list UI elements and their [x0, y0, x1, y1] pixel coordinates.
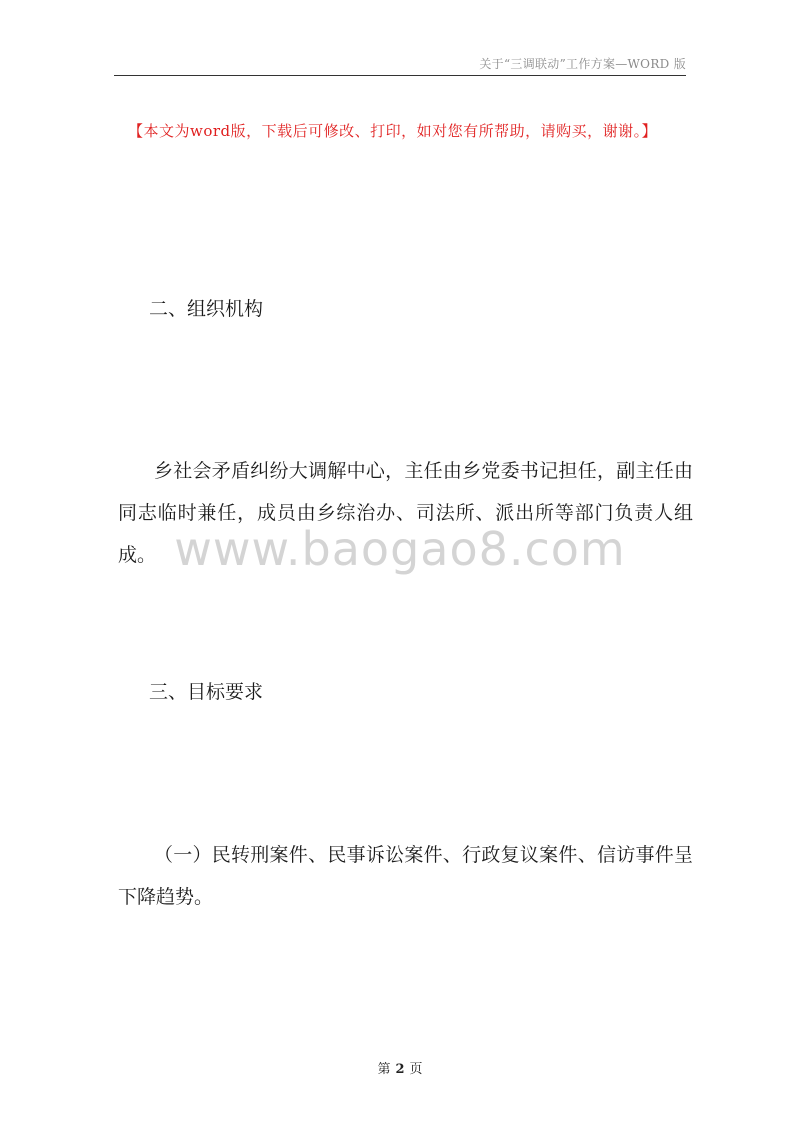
- page-footer: [0, 1058, 800, 1077]
- running-header: 关于“三调联动”工作方案—WORD 版: [479, 57, 686, 71]
- section-heading-organization: 二、组织机构: [149, 298, 264, 320]
- footer-prefix: 第: [377, 1062, 391, 1077]
- watermark-text: www.baogao8.com: [174, 522, 626, 576]
- page-number: 2: [395, 1062, 405, 1077]
- paragraph-goals: （一）民转刑案件、民事诉讼案件、行政复议案件、信访事件呈下降趋势。: [118, 844, 693, 908]
- purchase-notice: 【本文为word版，下载后可修改、打印，如对您有所帮助，请购买，谢谢。】: [128, 122, 658, 140]
- paragraph-organization: 乡社会矛盾纠纷大调解中心，主任由乡党委书记担任，副主任由同志临时兼任，成员由乡综治办、司法所、派出所等部门负责人组成。: [118, 460, 693, 566]
- footer-suffix: 页: [409, 1062, 423, 1077]
- section-heading-goals: 三、目标要求: [149, 681, 264, 703]
- header-divider: [114, 75, 686, 76]
